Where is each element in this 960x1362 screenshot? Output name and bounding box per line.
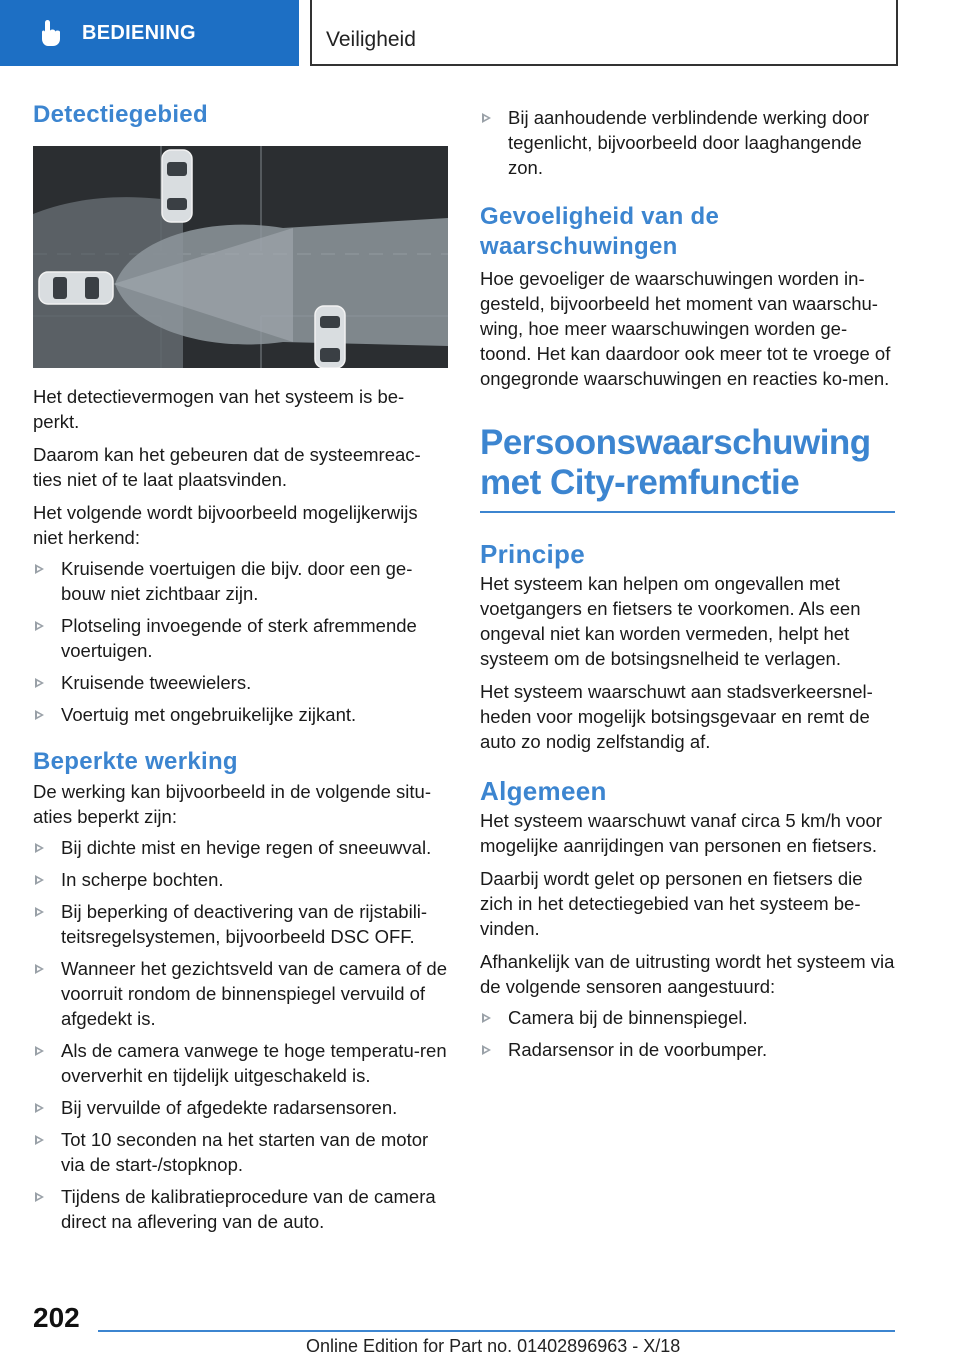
own-vehicle-icon	[39, 272, 113, 304]
list-item: Kruisende tweewielers.	[33, 670, 448, 695]
chapter-frame	[310, 0, 898, 66]
list-item: Bij beperking of deactivering van de rijstabili-teitsregelsystemen, bijvoorbeeld DSC OFF.	[33, 899, 448, 949]
paragraph: Daarom kan het gebeuren dat de systeemreac-ties niet of te laat plaatsvinden.	[33, 444, 421, 490]
triangle-bullet-icon	[35, 843, 44, 853]
paragraph: Daarbij wordt gelet op personen en fietsers die zich in het detectiegebied van het systeem be-vinden.	[480, 868, 863, 939]
triangle-bullet-icon	[35, 1046, 44, 1056]
chapter-label: Veiligheid	[326, 28, 416, 51]
triangle-bullet-icon	[35, 1103, 44, 1113]
section-tab	[0, 0, 299, 66]
list-item: Camera bij de binnenspiegel.	[480, 1005, 895, 1030]
paragraph: Het volgende wordt bijvoorbeeld mogelijkerwijs niet herkend:	[33, 502, 418, 548]
list-item: Wanneer het gezichtsveld van de camera of de voorruit rondom de binnenspiegel vervuild of afgedekt is.	[33, 956, 448, 1031]
list-item: Bij vervuilde of afgedekte radarsensoren.	[33, 1095, 448, 1120]
paragraph: Het detectievermogen van het systeem is be-perkt.	[33, 386, 405, 432]
bullet-list	[480, 105, 895, 180]
heading-rule	[480, 511, 895, 513]
footer-rule	[98, 1330, 895, 1332]
page-number: 202	[33, 1302, 80, 1333]
bullet-list	[33, 556, 448, 727]
list-item: Tijdens de kalibratieprocedure van de camera direct na aflevering van de auto.	[33, 1184, 448, 1234]
triangle-bullet-icon	[482, 1013, 491, 1023]
heading-detectiegebied: Detectiegebied	[33, 101, 208, 128]
triangle-bullet-icon	[35, 1192, 44, 1202]
list-item: Kruisende voertuigen die bijv. door een ge-bouw niet zichtbaar zijn.	[33, 556, 448, 606]
triangle-bullet-icon	[35, 875, 44, 885]
detection-area-illustration	[33, 146, 448, 368]
list-item: Voertuig met ongebruikelijke zijkant.	[33, 702, 448, 727]
section-label: BEDIENING	[82, 21, 196, 44]
heading-algemeen: Algemeen	[480, 776, 607, 806]
bullet-list	[33, 835, 448, 1234]
paragraph: Hoe gevoeliger de waarschuwingen worden in-gesteld, bijvoorbeeld het moment van waarschu-wing, hoe meer waarschuwingen worden ge-toond. Het kan daardoor ook meer tot te vroege of ongegronde waarschuwingen en reacties ko-men.	[480, 268, 891, 389]
triangle-bullet-icon	[35, 710, 44, 720]
triangle-bullet-icon	[35, 564, 44, 574]
list-item: Bij dichte mist en hevige regen of sneeuwval.	[33, 835, 448, 860]
paragraph: Het systeem kan helpen om ongevallen met voetgangers en fietsers te voorkomen. Als een ongeval niet kan worden vermeden, helpt het systeem om de botsingsnelheid te verlagen.	[480, 573, 861, 669]
triangle-bullet-icon	[35, 678, 44, 688]
list-item: Radarsensor in de voorbumper.	[480, 1037, 895, 1062]
list-item: Als de camera vanwege te hoge temperatu-ren oververhit en tijdelijk uitgeschakeld is.	[33, 1038, 448, 1088]
footer-edition: Online Edition for Part no. 01402896963 - X/18	[306, 1336, 681, 1356]
list-item: Tot 10 seconden na het starten van de motor via de start-/stopknop.	[33, 1127, 448, 1177]
left-column	[33, 100, 448, 1234]
triangle-bullet-icon	[35, 1135, 44, 1145]
list-item: Bij aanhoudende verblindende werking door tegenlicht, bijvoorbeeld door laaghangende zon.	[480, 105, 895, 180]
triangle-bullet-icon	[35, 907, 44, 917]
list-item: Plotseling invoegende of sterk afremmende voertuigen.	[33, 613, 448, 663]
right-column	[480, 100, 895, 1062]
paragraph: Het systeem waarschuwt aan stadsverkeersnel-heden voor mogelijk botsingsgevaar en remt de auto zo nodig zelfstandig af.	[480, 681, 873, 752]
triangle-bullet-icon	[482, 113, 491, 123]
list-item: In scherpe bochten.	[33, 867, 448, 892]
hand-pointer-icon	[36, 19, 64, 47]
car-oncoming-icon	[315, 306, 345, 368]
paragraph: Afhankelijk van de uitrusting wordt het systeem via de volgende sensoren aangestuurd:	[480, 951, 895, 997]
bullet-list	[480, 1005, 895, 1062]
heading-principe: Principe	[480, 539, 585, 569]
heading-beperkte-werking: Beperkte werking	[33, 748, 238, 775]
heading-gevoeligheid: Gevoeligheid van de waarschuwingen	[480, 203, 720, 260]
triangle-bullet-icon	[35, 964, 44, 974]
paragraph: Het systeem waarschuwt vanaf circa 5 km/h voor mogelijke aanrijdingen van personen en fietsers.	[480, 810, 883, 856]
paragraph: De werking kan bijvoorbeeld in de volgende situ-aties beperkt zijn:	[33, 781, 431, 827]
car-crossing-icon	[162, 150, 192, 222]
triangle-bullet-icon	[482, 1045, 491, 1055]
heading-persoonswaarschuwing: Persoonswaarschuwing met City-remfunctie	[480, 423, 871, 502]
triangle-bullet-icon	[35, 621, 44, 631]
